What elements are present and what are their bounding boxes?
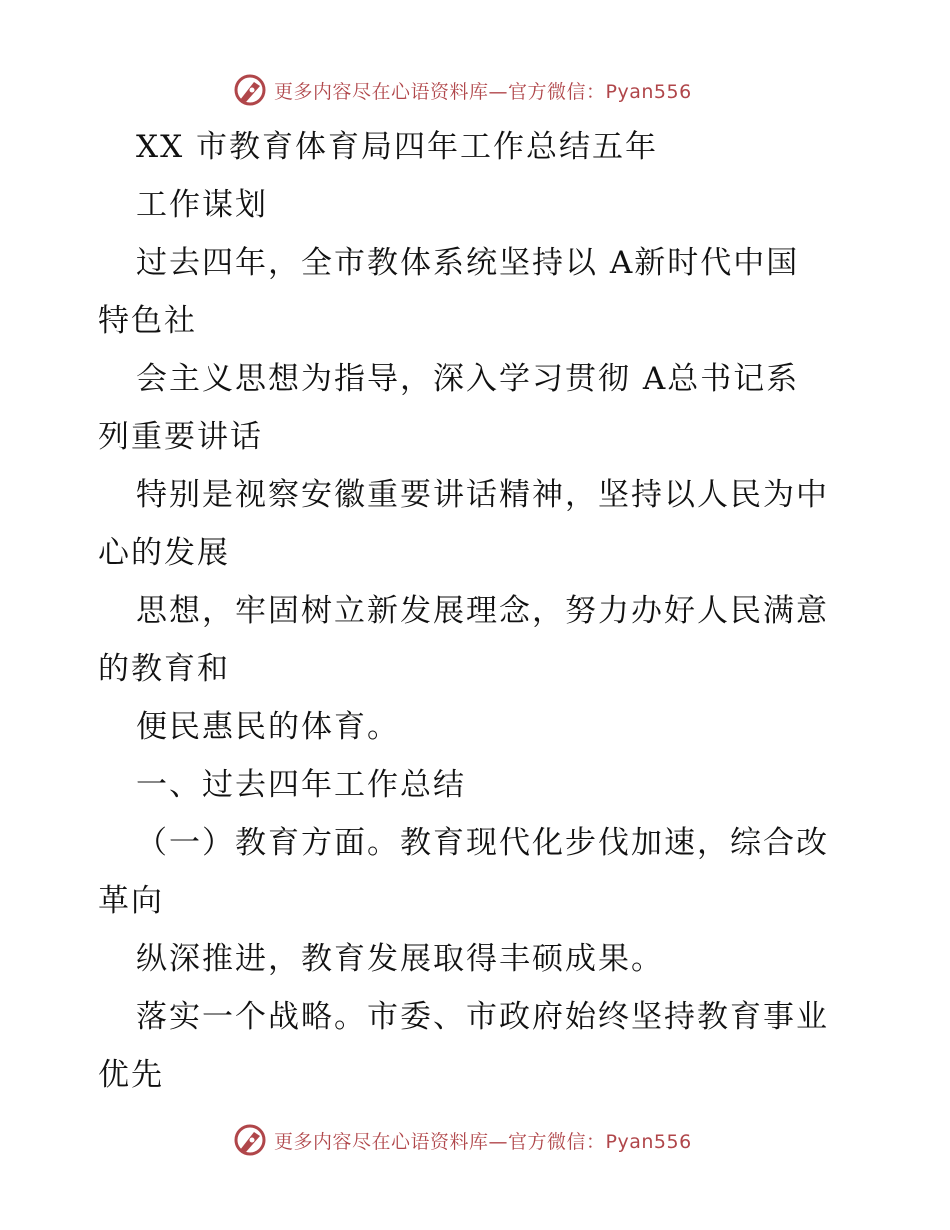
document-line: 过去四年，全市教体系统坚持以 A新时代中国 (136, 245, 800, 281)
document-line: 心的发展 (98, 535, 230, 571)
document-line: 一、过去四年工作总结 (136, 767, 466, 803)
document-line: 落实一个战略。市委、市政府始终坚持教育事业 (136, 999, 829, 1035)
document-line: 便民惠民的体育。 (136, 709, 400, 745)
document-line: 纵深推进，教育发展取得丰硕成果。 (136, 941, 664, 977)
pen-nib-logo-icon (232, 1122, 268, 1158)
document-line: 优先 (98, 1057, 164, 1093)
document-line: 工作谋划 (136, 187, 268, 223)
document-body (98, 118, 858, 1104)
document-line: 列重要讲话 (98, 419, 263, 455)
document-line: 思想，牢固树立新发展理念，努力办好人民满意 (136, 593, 829, 629)
document-line: XX 市教育体育局四年工作总结五年 (136, 129, 658, 165)
document-line: 会主义思想为指导，深入学习贯彻 A总书记系 (136, 361, 800, 397)
document-line: 革向 (98, 883, 164, 919)
document-line: 特色社 (98, 303, 197, 339)
header-watermark-text: 更多内容尽在心语资料库—官方微信：Pyan556 (274, 80, 692, 103)
pen-nib-logo-icon (232, 72, 268, 108)
document-line: （一）教育方面。教育现代化步伐加速，综合改 (136, 825, 829, 861)
header-watermark-banner (232, 70, 692, 110)
document-line: 特别是视察安徽重要讲话精神，坚持以人民为中 (136, 477, 829, 513)
footer-watermark-text: 更多内容尽在心语资料库—官方微信：Pyan556 (274, 1130, 692, 1153)
document-line: 的教育和 (98, 651, 230, 687)
footer-watermark-banner (232, 1120, 692, 1160)
